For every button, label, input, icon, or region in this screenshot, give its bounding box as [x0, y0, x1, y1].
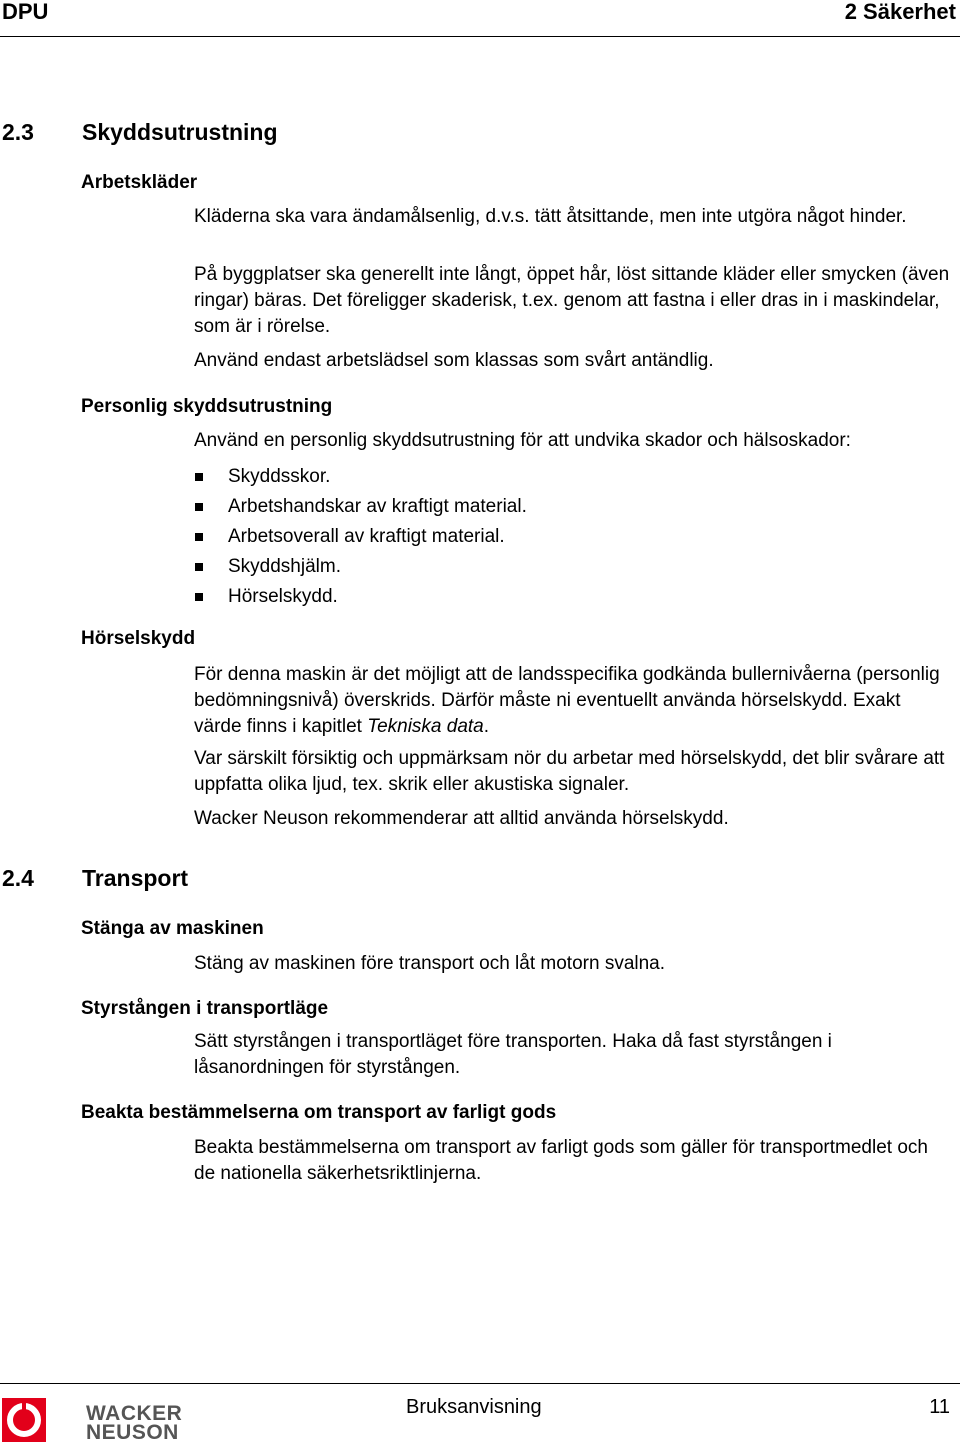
list-item-text: Arbetsoverall av kraftigt material. [228, 526, 505, 547]
section-number: 2.3 [2, 119, 34, 145]
subheading-stanga: Stänga av maskinen [81, 918, 264, 939]
page-number: 11 [929, 1396, 950, 1418]
subheading-styrstangen: Styrstången i transportläge [81, 998, 329, 1019]
brand-line: NEUSON [86, 1421, 179, 1444]
ppe-list [194, 462, 527, 612]
paragraph-farligt-gods [194, 1135, 952, 1187]
brand-wordmark [86, 1404, 182, 1442]
list-item-text: Hörselskydd. [228, 586, 338, 607]
footer-document-title: Bruksanvisning [406, 1396, 542, 1418]
header-divider [0, 36, 960, 37]
list-item [194, 462, 527, 492]
paragraph-text: Sätt styrstången i transportläget före transporten. Haka då fast styrstången i låsanordningen för styrstången. [194, 1031, 832, 1078]
bullet-square-icon [195, 533, 203, 541]
paragraph-text: Beakta bestämmelserna om transport av farligt gods som gäller för transportmedlet och de nationella säkerhetsriktlinjerna. [194, 1137, 928, 1184]
brand-line: WACKER [86, 1402, 183, 1425]
paragraph-stanga [194, 951, 952, 977]
paragraph-personlig-intro [194, 428, 952, 454]
bullet-square-icon [195, 503, 203, 511]
paragraph-horselskydd-2 [194, 746, 952, 798]
text-run: För denna maskin är det möjligt att de landsspecifika godkända bullernivåerna (personlig bedömningsnivå) överskrids. Därför måste ni eventuellt använda hörselskydd. Exakt värde finns i kapitlet [194, 664, 940, 737]
subheading-horselskydd: Hörselskydd [81, 628, 196, 649]
subheading-personlig: Personlig skyddsutrustning [81, 396, 333, 417]
list-item-text: Arbetshandskar av kraftigt material. [228, 496, 527, 517]
paragraph-styrstangen [194, 1029, 952, 1081]
list-item [194, 552, 527, 582]
bullet-square-icon [195, 473, 203, 481]
list-item [194, 582, 527, 612]
paragraph-text [194, 662, 952, 740]
paragraph-text: Kläderna ska vara ändamålsenlig, d.v.s. tätt åtsittande, men inte utgöra något hinder. [194, 206, 907, 227]
paragraph-horselskydd-1 [194, 662, 952, 740]
subheading-farligt-gods: Beakta bestämmelserna om transport av farligt gods [81, 1102, 557, 1123]
list-item-text: Skyddshjälm. [228, 556, 341, 577]
section-number: 2.4 [2, 865, 34, 891]
wacker-neuson-logo-icon [2, 1398, 46, 1442]
subheading-arbetsklader: Arbetskläder [81, 172, 198, 193]
paragraph-arbetsklader-3 [194, 348, 952, 374]
page-header [0, 0, 960, 36]
paragraph-arbetsklader-2 [194, 262, 952, 340]
paragraph-text: På byggplatser ska generellt inte långt, öppet hår, löst sittande kläder eller smycken (även ringar) bäras. Det föreligger skaderisk, t.ex. genom att fastna i eller dras in i maskindelar, som är i rörelse. [194, 264, 950, 337]
section-title: Skyddsutrustning [82, 119, 278, 145]
paragraph-horselskydd-3 [194, 806, 952, 832]
header-chapter: 2 Säkerhet [844, 0, 956, 24]
paragraph-text: Var särskilt försiktig och uppmärksam nör du arbetar med hörselskydd, det blir svårare att uppfatta olika ljud, tex. skrik eller akustiska signaler. [194, 748, 945, 795]
bullet-square-icon [195, 593, 203, 601]
paragraph-text: Wacker Neuson rekommenderar att alltid använda hörselskydd. [194, 808, 729, 829]
list-item [194, 522, 527, 552]
paragraph-text: Använd en personlig skyddsutrustning för att undvika skador och hälsoskador: [194, 430, 851, 451]
paragraph-text: Stäng av maskinen före transport och låt motorn svalna. [194, 953, 666, 974]
footer-divider [0, 1383, 960, 1384]
bullet-square-icon [195, 563, 203, 571]
paragraph-text: Använd endast arbetslädsel som klassas som svårt antändlig. [194, 350, 714, 371]
paragraph-arbetsklader-1 [194, 204, 952, 230]
list-item [194, 492, 527, 522]
section-title: Transport [82, 865, 189, 891]
chapter-reference: Tekniska data [367, 716, 484, 737]
list-item-text: Skyddsskor. [228, 466, 331, 487]
header-product: DPU [2, 0, 49, 24]
text-run: . [483, 716, 490, 737]
